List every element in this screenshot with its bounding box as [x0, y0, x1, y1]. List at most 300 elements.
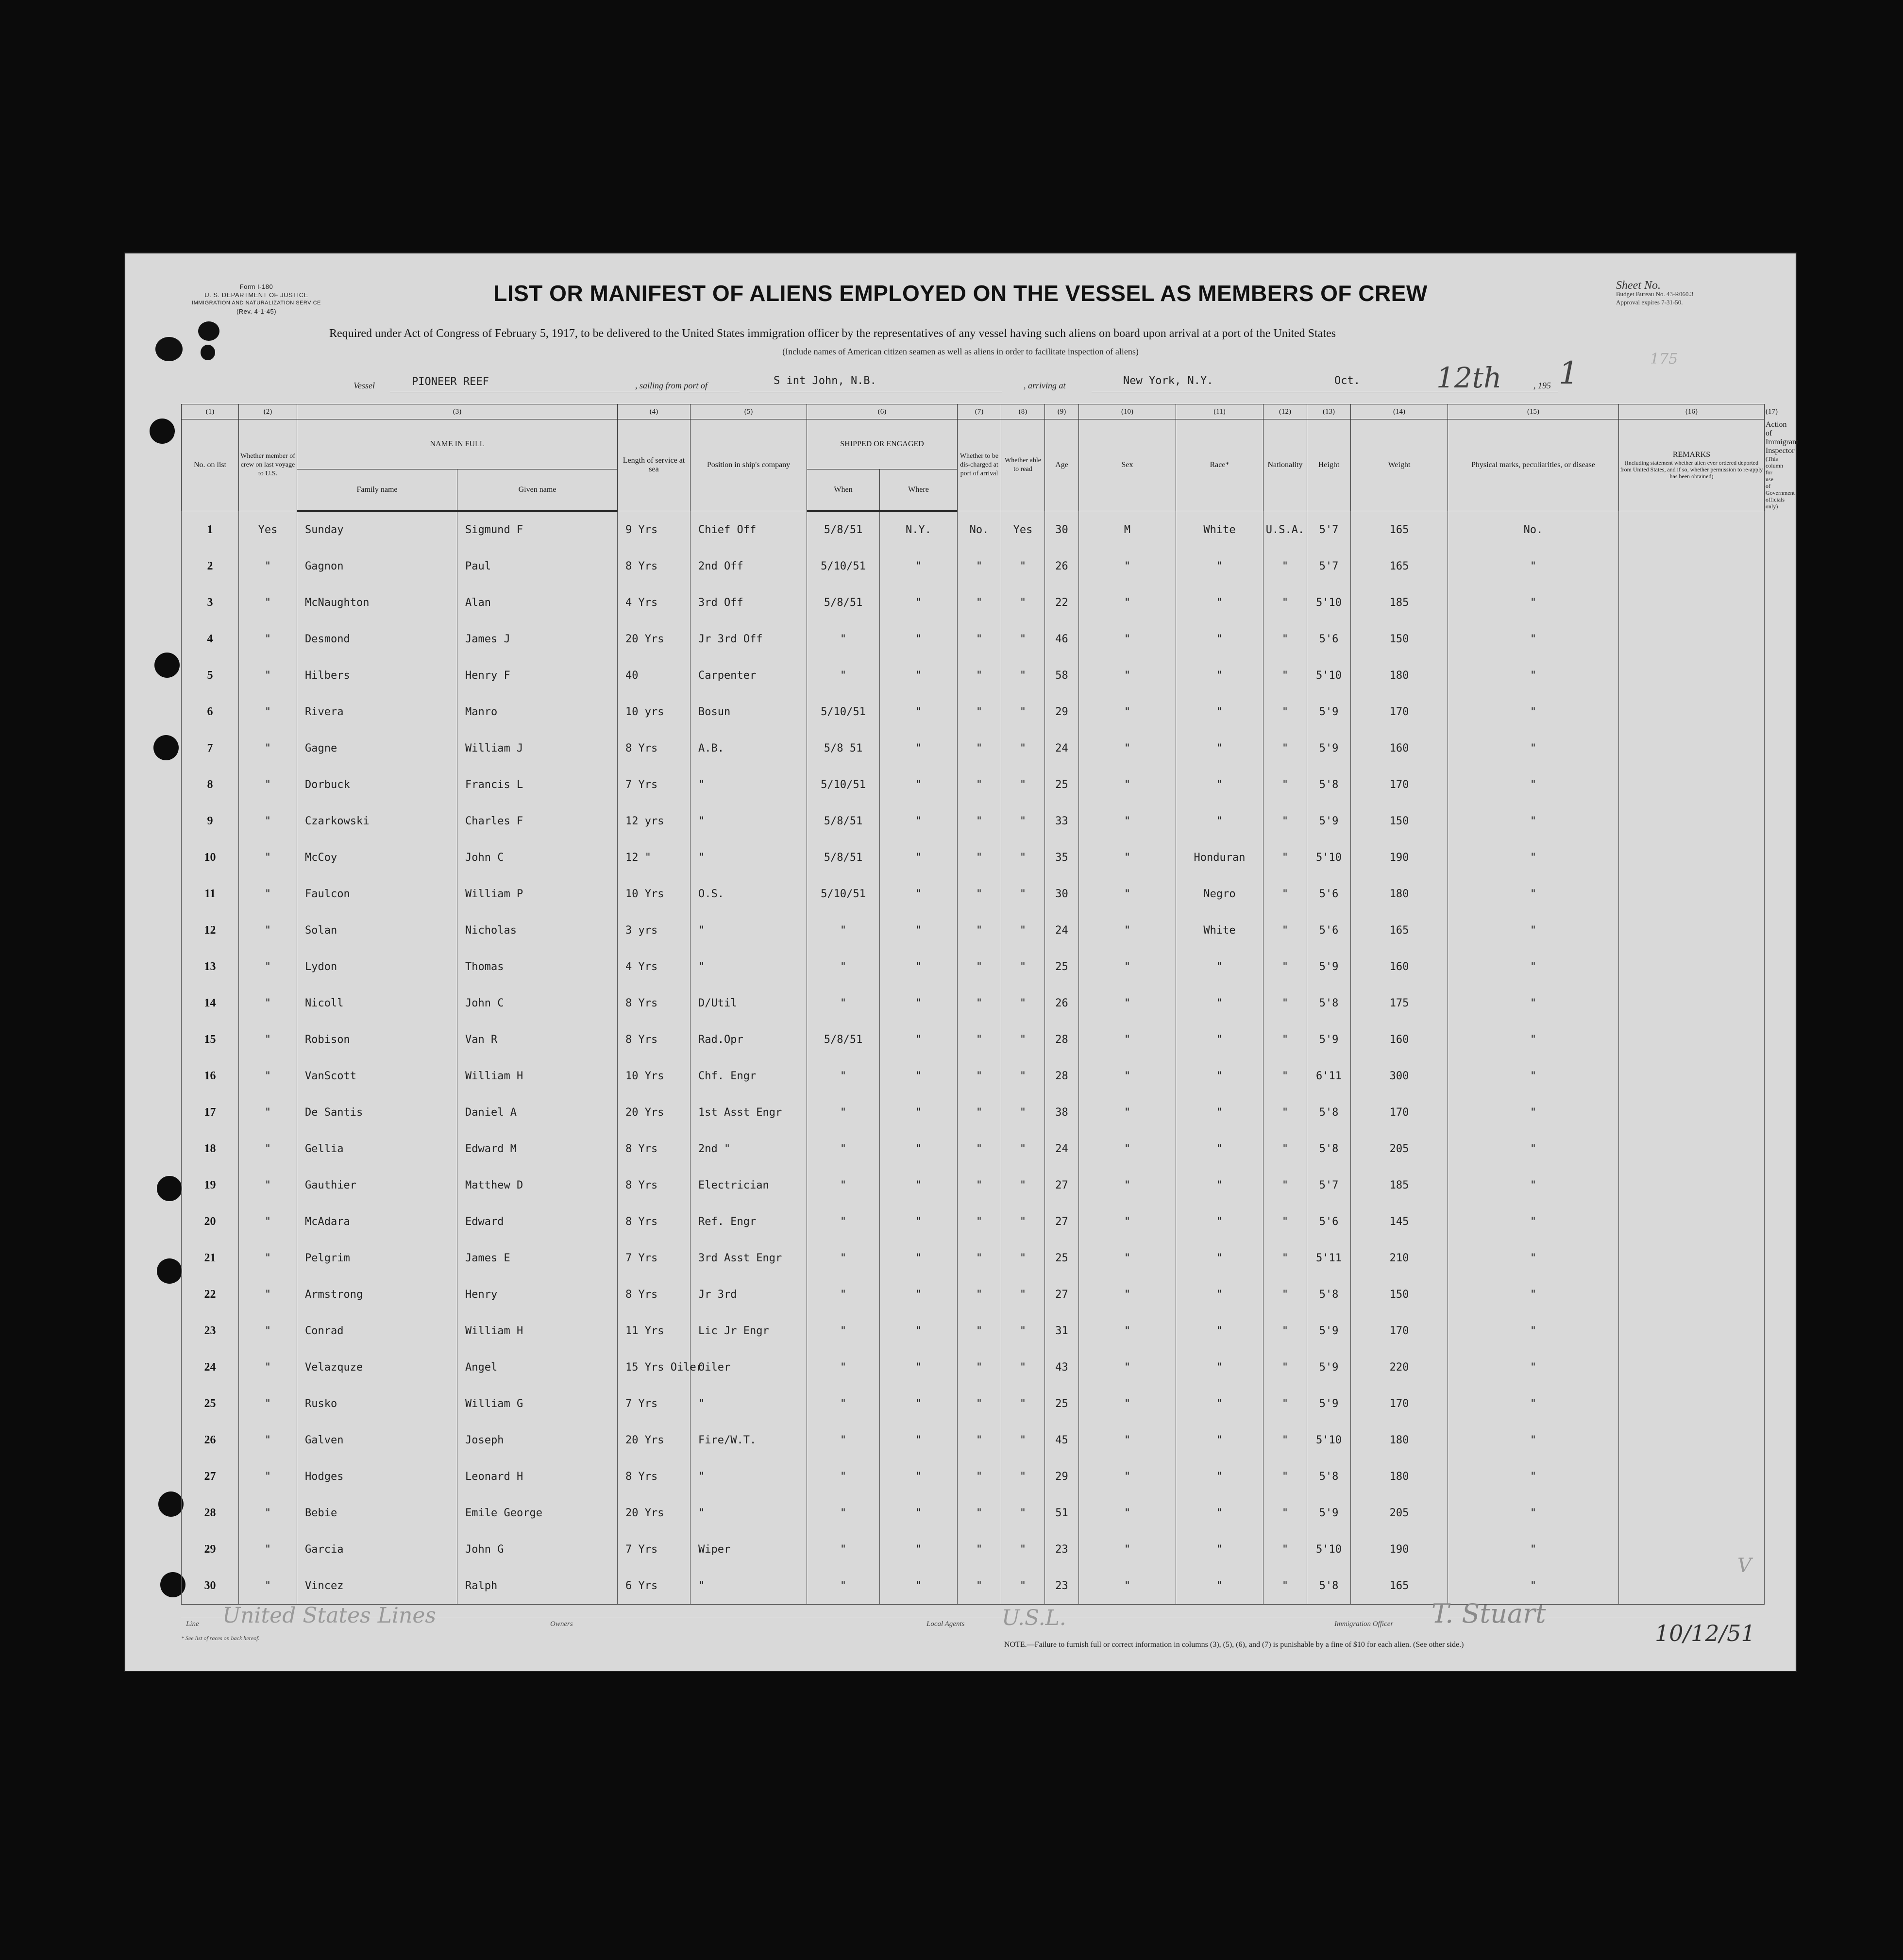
- shipped-where-cell: ": [880, 1531, 958, 1568]
- race-cell: ": [1176, 1204, 1263, 1240]
- previous-voyage-cell: ": [239, 803, 297, 839]
- row-number-cell: 25: [182, 1386, 239, 1422]
- table-row: [182, 1058, 1765, 1094]
- able-to-read-cell: ": [1001, 985, 1045, 1022]
- remarks-cell: [1619, 1313, 1765, 1349]
- table-row: [182, 621, 1765, 657]
- header-length-of-service: Length of service at sea: [618, 419, 690, 511]
- shipped-when-cell: 5/10/51: [807, 767, 880, 803]
- family-name-cell: Czarkowski: [297, 803, 457, 839]
- given-name-cell: Francis L: [457, 767, 618, 803]
- race-cell: ": [1176, 1240, 1263, 1276]
- length-of-service-cell: 4 Yrs: [618, 585, 690, 621]
- shipped-where-cell: ": [880, 876, 958, 912]
- family-name-cell: Gellia: [297, 1131, 457, 1167]
- nationality-cell: ": [1263, 985, 1307, 1022]
- table-row: [182, 730, 1765, 767]
- age-cell: 25: [1045, 949, 1079, 985]
- col-num-7: (7): [958, 404, 1001, 419]
- header-discharged: Whether to be dis-charged at port of arrival: [958, 419, 1001, 511]
- physical-marks-cell: ": [1448, 1094, 1619, 1131]
- remarks-cell: [1619, 585, 1765, 621]
- officer-label: Immigration Officer: [1334, 1620, 1394, 1628]
- race-cell: ": [1176, 767, 1263, 803]
- sex-cell: M: [1079, 511, 1176, 549]
- nationality-cell: ": [1263, 1349, 1307, 1386]
- length-of-service-cell: 4 Yrs: [618, 949, 690, 985]
- race-cell: ": [1176, 1022, 1263, 1058]
- height-cell: 5'11: [1307, 1240, 1351, 1276]
- age-cell: 30: [1045, 876, 1079, 912]
- previous-voyage-cell: ": [239, 621, 297, 657]
- physical-marks-cell: ": [1448, 1531, 1619, 1568]
- position-cell: Lic Jr Engr: [690, 1313, 807, 1349]
- sex-cell: ": [1079, 1422, 1176, 1458]
- able-to-read-cell: ": [1001, 1458, 1045, 1495]
- header-list-number: No. on list: [182, 419, 239, 511]
- age-cell: 51: [1045, 1495, 1079, 1531]
- table-row: [182, 1167, 1765, 1204]
- previous-voyage-cell: ": [239, 1458, 297, 1495]
- shipped-where-cell: ": [880, 548, 958, 585]
- row-number-cell: 28: [182, 1495, 239, 1531]
- length-of-service-cell: 9 Yrs: [618, 511, 690, 549]
- discharged-cell: ": [958, 876, 1001, 912]
- race-cell: ": [1176, 1276, 1263, 1313]
- race-cell: ": [1176, 1313, 1263, 1349]
- physical-marks-cell: ": [1448, 912, 1619, 949]
- race-cell: ": [1176, 1058, 1263, 1094]
- remarks-note: (Including statement whether alien ever ordered deported from United States, and if so, whether permission to re-apply has been obtained): [1620, 459, 1763, 480]
- shipped-when-cell: ": [807, 1495, 880, 1531]
- given-name-cell: John C: [457, 985, 618, 1022]
- header-where: Where: [880, 469, 958, 511]
- sailing-label: , sailing from port of: [635, 381, 707, 390]
- height-cell: 5'8: [1307, 1568, 1351, 1605]
- given-name-cell: Manro: [457, 694, 618, 730]
- remarks-cell: [1619, 1094, 1765, 1131]
- table-row: [182, 985, 1765, 1022]
- age-cell: 25: [1045, 1386, 1079, 1422]
- weight-cell: 165: [1351, 912, 1448, 949]
- position-cell: Fire/W.T.: [690, 1422, 807, 1458]
- weight-cell: 210: [1351, 1240, 1448, 1276]
- height-cell: 5'9: [1307, 1495, 1351, 1531]
- sex-cell: ": [1079, 912, 1176, 949]
- table-row: [182, 1276, 1765, 1313]
- age-cell: 23: [1045, 1568, 1079, 1605]
- line-label: Line: [186, 1620, 199, 1628]
- physical-marks-cell: ": [1448, 876, 1619, 912]
- weight-cell: 205: [1351, 1131, 1448, 1167]
- previous-voyage-cell: ": [239, 1495, 297, 1531]
- height-cell: 5'9: [1307, 949, 1351, 985]
- height-cell: 5'7: [1307, 548, 1351, 585]
- position-cell: Jr 3rd Off: [690, 621, 807, 657]
- sex-cell: ": [1079, 1458, 1176, 1495]
- remarks-cell: [1619, 1167, 1765, 1204]
- officer-date: 10/12/51: [1655, 1620, 1755, 1646]
- shipped-when-cell: 5/10/51: [807, 694, 880, 730]
- length-of-service-cell: 20 Yrs: [618, 1495, 690, 1531]
- family-name-cell: Armstrong: [297, 1276, 457, 1313]
- position-cell: Ref. Engr: [690, 1204, 807, 1240]
- position-cell: ": [690, 912, 807, 949]
- row-number-cell: 2: [182, 548, 239, 585]
- row-number-cell: 19: [182, 1167, 239, 1204]
- remarks-cell: [1619, 1204, 1765, 1240]
- family-name-cell: Velazquze: [297, 1349, 457, 1386]
- shipped-where-cell: ": [880, 1131, 958, 1167]
- given-name-cell: Ralph: [457, 1568, 618, 1605]
- previous-voyage-cell: ": [239, 1386, 297, 1422]
- family-name-cell: Nicoll: [297, 985, 457, 1022]
- age-cell: 29: [1045, 1458, 1079, 1495]
- age-cell: 27: [1045, 1204, 1079, 1240]
- given-name-cell: William J: [457, 730, 618, 767]
- discharged-cell: ": [958, 912, 1001, 949]
- position-cell: Wiper: [690, 1531, 807, 1568]
- discharged-cell: No.: [958, 511, 1001, 549]
- able-to-read-cell: ": [1001, 1531, 1045, 1568]
- height-cell: 5'7: [1307, 511, 1351, 549]
- remarks-cell: [1619, 1422, 1765, 1458]
- family-name-cell: Vincez: [297, 1568, 457, 1605]
- length-of-service-cell: 8 Yrs: [618, 1458, 690, 1495]
- row-number-cell: 26: [182, 1422, 239, 1458]
- position-cell: 1st Asst Engr: [690, 1094, 807, 1131]
- table-row: [182, 694, 1765, 730]
- sex-cell: ": [1079, 694, 1176, 730]
- given-name-cell: Henry F: [457, 657, 618, 694]
- nationality-cell: ": [1263, 767, 1307, 803]
- able-to-read-cell: ": [1001, 767, 1045, 803]
- form-number: Form I-180: [239, 283, 273, 290]
- sailing-port: S int John, N.B.: [774, 375, 876, 387]
- shipped-when-cell: 5/8/51: [807, 511, 880, 549]
- remarks-cell: [1619, 1276, 1765, 1313]
- table-row: [182, 949, 1765, 985]
- physical-marks-cell: ": [1448, 621, 1619, 657]
- table-row: [182, 1313, 1765, 1349]
- weight-cell: 145: [1351, 1204, 1448, 1240]
- remarks-cell: [1619, 1495, 1765, 1531]
- previous-voyage-cell: ": [239, 657, 297, 694]
- shipped-where-cell: ": [880, 767, 958, 803]
- family-name-cell: De Santis: [297, 1094, 457, 1131]
- age-cell: 38: [1045, 1094, 1079, 1131]
- sex-cell: ": [1079, 985, 1176, 1022]
- remarks-cell: [1619, 1131, 1765, 1167]
- nationality-cell: ": [1263, 1531, 1307, 1568]
- inclusion-note: (Include names of American citizen seamen as well as aliens in order to facilitate inspection of aliens): [782, 347, 1139, 356]
- remarks-cell: [1619, 1386, 1765, 1422]
- nationality-cell: ": [1263, 730, 1307, 767]
- row-number-cell: 4: [182, 621, 239, 657]
- arriving-label: , arriving at: [1024, 381, 1066, 390]
- physical-marks-cell: ": [1448, 1022, 1619, 1058]
- previous-voyage-cell: ": [239, 1531, 297, 1568]
- shipped-when-cell: ": [807, 1131, 880, 1167]
- shipped-when-cell: 5/8/51: [807, 803, 880, 839]
- previous-voyage-cell: ": [239, 694, 297, 730]
- position-cell: ": [690, 767, 807, 803]
- sex-cell: ": [1079, 767, 1176, 803]
- race-cell: White: [1176, 912, 1263, 949]
- remarks-cell: [1619, 511, 1765, 549]
- height-cell: 5'8: [1307, 985, 1351, 1022]
- race-cell: ": [1176, 657, 1263, 694]
- discharged-cell: ": [958, 548, 1001, 585]
- able-to-read-cell: ": [1001, 949, 1045, 985]
- shipped-where-cell: ": [880, 1458, 958, 1495]
- height-cell: 5'9: [1307, 1386, 1351, 1422]
- race-cell: ": [1176, 548, 1263, 585]
- discharged-cell: ": [958, 1058, 1001, 1094]
- height-cell: 5'9: [1307, 730, 1351, 767]
- race-cell: ": [1176, 1094, 1263, 1131]
- nationality-cell: ": [1263, 1495, 1307, 1531]
- family-name-cell: Hodges: [297, 1458, 457, 1495]
- physical-marks-cell: ": [1448, 985, 1619, 1022]
- shipped-when-cell: ": [807, 621, 880, 657]
- given-name-cell: Emile George: [457, 1495, 618, 1531]
- shipped-when-cell: ": [807, 1349, 880, 1386]
- table-row: [182, 585, 1765, 621]
- row-number-cell: 3: [182, 585, 239, 621]
- row-number-cell: 20: [182, 1204, 239, 1240]
- local-agents-label: Local Agents: [926, 1620, 965, 1628]
- race-cell: White: [1176, 511, 1263, 549]
- sex-cell: ": [1079, 1167, 1176, 1204]
- family-name-cell: Hilbers: [297, 657, 457, 694]
- previous-voyage-cell: ": [239, 949, 297, 985]
- nationality-cell: ": [1263, 694, 1307, 730]
- age-cell: 25: [1045, 1240, 1079, 1276]
- able-to-read-cell: ": [1001, 621, 1045, 657]
- header-physical-marks: Physical marks, peculiarities, or disease: [1448, 419, 1619, 511]
- shipped-when-cell: ": [807, 1058, 880, 1094]
- physical-marks-cell: ": [1448, 1422, 1619, 1458]
- weight-cell: 190: [1351, 1531, 1448, 1568]
- shipped-where-cell: ": [880, 1276, 958, 1313]
- shipped-when-cell: ": [807, 1458, 880, 1495]
- shipped-when-cell: ": [807, 1531, 880, 1568]
- races-footnote: * See list of races on back hereof.: [181, 1635, 260, 1642]
- table-row: [182, 876, 1765, 912]
- height-cell: 5'10: [1307, 1531, 1351, 1568]
- row-number-cell: 18: [182, 1131, 239, 1167]
- header-sex: Sex: [1079, 419, 1176, 511]
- sex-cell: ": [1079, 1531, 1176, 1568]
- year-prefix: , 195: [1533, 381, 1551, 390]
- discharged-cell: ": [958, 1458, 1001, 1495]
- weight-cell: 180: [1351, 1422, 1448, 1458]
- table-row: [182, 1349, 1765, 1386]
- family-name-cell: McAdara: [297, 1204, 457, 1240]
- previous-voyage-cell: ": [239, 1568, 297, 1605]
- height-cell: 6'11: [1307, 1058, 1351, 1094]
- age-cell: 28: [1045, 1022, 1079, 1058]
- physical-marks-cell: ": [1448, 1167, 1619, 1204]
- position-cell: O.S.: [690, 876, 807, 912]
- nationality-cell: ": [1263, 548, 1307, 585]
- length-of-service-cell: 7 Yrs: [618, 767, 690, 803]
- length-of-service-cell: 8 Yrs: [618, 1022, 690, 1058]
- position-cell: Oiler: [690, 1349, 807, 1386]
- able-to-read-cell: ": [1001, 1240, 1045, 1276]
- row-number-cell: 24: [182, 1349, 239, 1386]
- physical-marks-cell: ": [1448, 1386, 1619, 1422]
- sheet-info: [1616, 279, 1776, 306]
- local-agents-signature: U.S.L.: [1002, 1606, 1066, 1630]
- height-cell: 5'10: [1307, 839, 1351, 876]
- header-race: Race*: [1176, 419, 1263, 511]
- shipped-where-cell: ": [880, 803, 958, 839]
- header-age: Age: [1045, 419, 1079, 511]
- family-name-cell: Gagnon: [297, 548, 457, 585]
- crew-manifest-table: (1) (2) (3) (4) (5) (6) (7) (8) (9) (10) (11) (12) (13) (14) (15) (16) (17) No. on list Whether member of crew on last voyage to U.S. NAME IN FULL Length of service at sea Position in ship's company SHIPPED OR ENGAGED Whether to be dis-charged at port of arrival Whether able to read Age Sex Race* Nationality Height Weight Physical marks, peculiarities, or disease REMARKS (Including statement whether alien ever ordered deported from United States, and if so, whether permission to re-apply has been obtained) Action of Immigrant Inspector (This column for use of Government officials only) Family name Given name When Where 1 Yes Sunday Sigmund F 9 Yrs Chief Off 5/8/51 N.Y. No. Yes 30 M White U.S.A. 5'7 165 No. 2 " Gagnon Paul 8 Yrs 2nd Off 5/10/51 " " " 26 " " " 5'7 165 " 3 " McNaughton Alan 4 Yrs 3rd Off 5/8/51 " " " 22 " " " 5'10 185 " 4 " Desmond James J 20 Yrs Jr 3rd Off " " " " 46 " " " 5'6 150 " 5 " Hilbers Henry F 40 Carpenter " " " " 58 " " " 5'10 180 " 6 " Rivera Manro 10 yrs Bosun 5/10/51 " " " 29 " " " 5'9 170 " 7 " Gagne William J 8 Yrs A.B. 5/8 51 " " " 24 " " " 5'9 160 " 8 " Dorbuck Francis L 7 Yrs " 5/10/51 " " " 25 " " " 5'8 170 " 9 " Czarkowski Charles F 12 yrs " 5/8/51 " " " 33 " " " 5'9 150 " 10 " McCoy John C 12 " " 5/8/51 " " " 35 " Honduran " 5'10 190 " 11 " Faulcon William P 10 Yrs O.S. 5/10/51 " " " 30 " Negro " 5'6 180 " 12 " Solan Nicholas 3 yrs " " " " " 24 " White " 5'6 165 " 13 " Lydon Thomas 4 Yrs " " " " " 25 " " " 5'9 160 " 14 " Nicoll John C 8 Yrs D/Util " " " " 26 " " " 5'8 175 " 15 " Robison Van R 8 Yrs Rad.Opr 5/8/51 " " " 28 " " " 5'9 160 " 16 " VanScott William H 10 Yrs Chf. Engr " " " " 28 " " " 6'11 300 " 17 " De Santis Daniel A 20 Yrs 1st Asst Engr " " " " 38 " " " 5'8 170 " 18 " Gellia Edward M 8 Yrs 2nd " " " " " 24 " " " 5'8 205 " 19 " Gauthier Matthew D 8 Yrs Electrician " " " " 27 " " " 5'7 185 " 20 " McAdara Edward 8 Yrs Ref. Engr " " " " 27 " " " 5'6 145 " 21 " Pelgrim James E 7 Yrs 3rd Asst Engr " " " " 25 " " " 5'11 210 " 22 " Armstrong Henry 8 Yrs Jr 3rd " " " " 27 " " " 5'8 150 " 23 " Conrad William H 11 Yrs Lic Jr Engr " " " " 31 " " " 5'9 170 " 24 " Velazquze Angel 15 Yrs Oiler Oiler " " " " 43 " " " 5'9 220 " 25 " Rusko William G 7 Yrs " " " " " 25 " " " 5'9 170 " 26 " Galven Joseph 20 Yrs Fire/W.T. " " " " 45 " " " 5'10 180 " 27 " Hodges Leonard H 8 Yrs " " " " " 29 " " " 5'8 180 " 28 " Bebie Emile George 20 Yrs " " " " " 51 " " " 5'9 205 " 29 " Garcia John G 7 Yrs Wiper " " " " 23 " " " 5'10 190 " 30 " Vincez Ralph 6 Yrs " " " " " 23 " " " 5'8 165 ": [181, 404, 1765, 1605]
- family-name-cell: Solan: [297, 912, 457, 949]
- able-to-read-cell: ": [1001, 657, 1045, 694]
- position-cell: 3rd Off: [690, 585, 807, 621]
- height-cell: 5'6: [1307, 621, 1351, 657]
- discharged-cell: ": [958, 1204, 1001, 1240]
- previous-voyage-cell: ": [239, 1167, 297, 1204]
- able-to-read-cell: ": [1001, 1349, 1045, 1386]
- weight-cell: 165: [1351, 548, 1448, 585]
- family-name-cell: VanScott: [297, 1058, 457, 1094]
- legal-requirement: Required under Act of Congress of February 5, 1917, to be delivered to the United States immigration officer by the representatives of any vessel having such aliens on board upon arrival at a port of the United States: [329, 327, 1336, 340]
- shipped-when-cell: 5/10/51: [807, 876, 880, 912]
- row-number-cell: 16: [182, 1058, 239, 1094]
- given-name-cell: Sigmund F: [457, 511, 618, 549]
- form-revision: (Rev. 4-1-45): [236, 308, 277, 315]
- height-cell: 5'8: [1307, 1094, 1351, 1131]
- physical-marks-cell: ": [1448, 694, 1619, 730]
- age-cell: 26: [1045, 548, 1079, 585]
- age-cell: 26: [1045, 985, 1079, 1022]
- nationality-cell: ": [1263, 1568, 1307, 1605]
- nationality-cell: ": [1263, 1022, 1307, 1058]
- col-num-9: (9): [1045, 404, 1079, 419]
- length-of-service-cell: 8 Yrs: [618, 730, 690, 767]
- discharged-cell: ": [958, 1495, 1001, 1531]
- sex-cell: ": [1079, 1495, 1176, 1531]
- previous-voyage-cell: ": [239, 1094, 297, 1131]
- discharged-cell: ": [958, 1167, 1001, 1204]
- length-of-service-cell: 8 Yrs: [618, 1204, 690, 1240]
- remarks-cell: [1619, 1349, 1765, 1386]
- table-row: [182, 657, 1765, 694]
- given-name-cell: Leonard H: [457, 1458, 618, 1495]
- able-to-read-cell: Yes: [1001, 511, 1045, 549]
- table-row: [182, 1531, 1765, 1568]
- physical-marks-cell: No.: [1448, 511, 1619, 549]
- nationality-cell: ": [1263, 1422, 1307, 1458]
- punch-hole: [158, 1491, 184, 1517]
- race-cell: ": [1176, 985, 1263, 1022]
- weight-cell: 160: [1351, 730, 1448, 767]
- shipped-where-cell: ": [880, 1058, 958, 1094]
- shipped-when-cell: 5/8 51: [807, 730, 880, 767]
- row-number-cell: 6: [182, 694, 239, 730]
- remarks-cell: [1619, 876, 1765, 912]
- col-num-1: (1): [182, 404, 239, 419]
- header-family-name: Family name: [297, 469, 457, 511]
- position-cell: ": [690, 803, 807, 839]
- physical-marks-cell: ": [1448, 949, 1619, 985]
- race-cell: ": [1176, 1568, 1263, 1605]
- given-name-cell: Van R: [457, 1022, 618, 1058]
- position-cell: Electrician: [690, 1167, 807, 1204]
- height-cell: 5'10: [1307, 1422, 1351, 1458]
- shipped-where-cell: ": [880, 1495, 958, 1531]
- length-of-service-cell: 10 Yrs: [618, 876, 690, 912]
- given-name-cell: Matthew D: [457, 1167, 618, 1204]
- col-num-14: (14): [1351, 404, 1448, 419]
- row-number-cell: 5: [182, 657, 239, 694]
- age-cell: 43: [1045, 1349, 1079, 1386]
- able-to-read-cell: ": [1001, 912, 1045, 949]
- physical-marks-cell: ": [1448, 1058, 1619, 1094]
- discharged-cell: ": [958, 1386, 1001, 1422]
- shipped-where-cell: ": [880, 985, 958, 1022]
- table-row: [182, 1131, 1765, 1167]
- row-number-cell: 8: [182, 767, 239, 803]
- table-row: [182, 1495, 1765, 1531]
- table-row: [182, 1458, 1765, 1495]
- given-name-cell: Charles F: [457, 803, 618, 839]
- remarks-cell: [1619, 839, 1765, 876]
- shipped-when-cell: ": [807, 1240, 880, 1276]
- col-num-5: (5): [690, 404, 807, 419]
- nationality-cell: ": [1263, 1313, 1307, 1349]
- weight-cell: 180: [1351, 657, 1448, 694]
- able-to-read-cell: ": [1001, 1094, 1045, 1131]
- age-cell: 46: [1045, 621, 1079, 657]
- previous-voyage-cell: ": [239, 1422, 297, 1458]
- department: U. S. DEPARTMENT OF JUSTICE: [204, 291, 308, 299]
- discharged-cell: ": [958, 985, 1001, 1022]
- shipped-where-cell: ": [880, 621, 958, 657]
- race-cell: ": [1176, 730, 1263, 767]
- shipped-when-cell: ": [807, 1167, 880, 1204]
- corner-mark: 175: [1650, 351, 1678, 368]
- shipped-when-cell: ": [807, 1313, 880, 1349]
- table-row: [182, 912, 1765, 949]
- family-name-cell: Faulcon: [297, 876, 457, 912]
- arrival-day: 12th: [1436, 361, 1502, 394]
- row-number-cell: 14: [182, 985, 239, 1022]
- header-shipped-or-engaged: SHIPPED OR ENGAGED: [807, 419, 958, 469]
- shipped-where-cell: ": [880, 1568, 958, 1605]
- shipped-where-cell: ": [880, 949, 958, 985]
- given-name-cell: Edward: [457, 1204, 618, 1240]
- position-cell: Bosun: [690, 694, 807, 730]
- sex-cell: ": [1079, 1568, 1176, 1605]
- able-to-read-cell: ": [1001, 1386, 1045, 1422]
- remarks-title: REMARKS: [1672, 451, 1711, 459]
- nationality-cell: ": [1263, 1386, 1307, 1422]
- discharged-cell: ": [958, 1531, 1001, 1568]
- given-name-cell: Angel: [457, 1349, 618, 1386]
- row-number-cell: 13: [182, 949, 239, 985]
- given-name-cell: Edward M: [457, 1131, 618, 1167]
- sex-cell: ": [1079, 839, 1176, 876]
- length-of-service-cell: 7 Yrs: [618, 1240, 690, 1276]
- able-to-read-cell: ": [1001, 548, 1045, 585]
